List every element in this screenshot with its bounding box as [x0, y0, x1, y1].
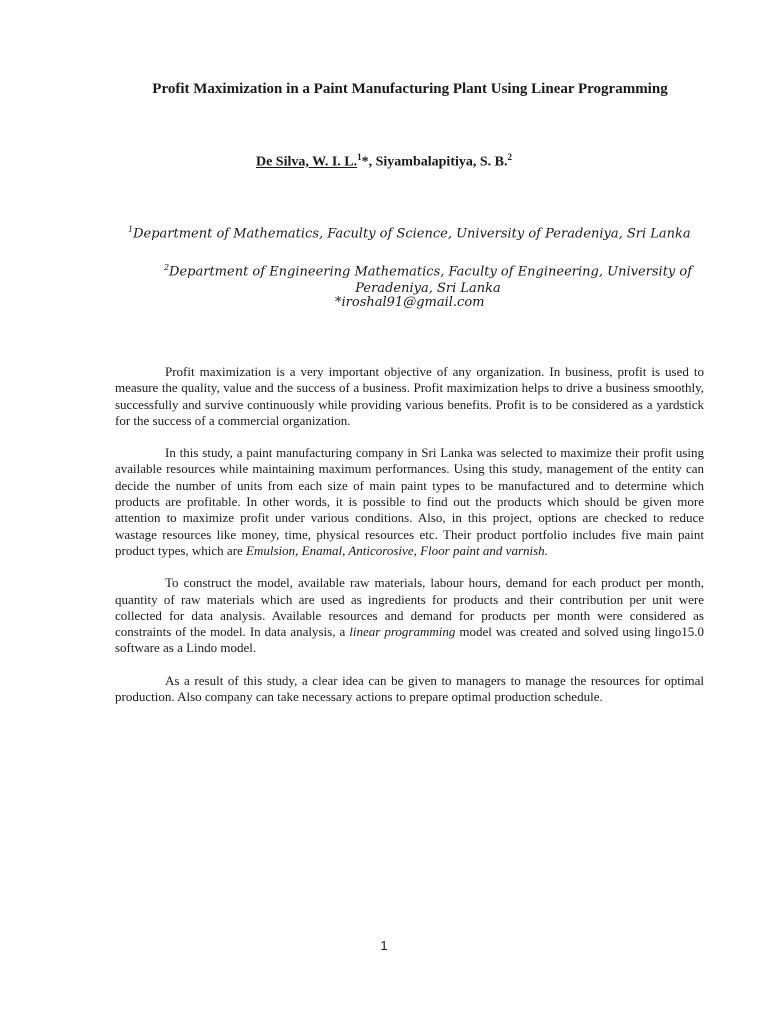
paragraph-3-text: To construct the model, available raw materials, labour hours, demand for each product per month, quantity of raw materials which are used as ingredients for products and their contribution per unit were collected for data analysis. Available resources and demand for products per month were considered as constraints of the model. In data analysis, a — [115, 575, 704, 640]
author-1-name: De Silva, W. I. L. — [255, 154, 358, 170]
author-2-name: Siyambalapitiya, S. B. — [375, 154, 508, 170]
page-number: 1 — [380, 938, 388, 953]
paragraph-3 — [115, 575, 704, 656]
author-1-affiliation-mark: 1 — [357, 152, 362, 162]
affiliation-1-mark: 1 — [128, 225, 134, 234]
paper-title: Profit Maximization in a Paint Manufacturing Plant Using Linear Programming — [152, 81, 668, 97]
affiliation-1 — [128, 225, 728, 241]
paragraph-4: As a result of this study, a clear idea can be given to managers to manage the resources for optimal production. Also company can take necessary actions to prepare optimal production schedule. — [115, 672, 704, 705]
abstract-body — [115, 364, 704, 721]
contact-email: *iroshal91@gmail.com — [335, 295, 485, 310]
paragraph-2 — [115, 445, 704, 559]
author-separator: , — [368, 154, 376, 170]
linear-programming-term: linear programming — [349, 624, 456, 640]
author-line — [0, 152, 768, 171]
affiliation-2 — [148, 259, 708, 297]
product-types: Emulsion, Enamal, Anticorosive, Floor paint and varnish. — [246, 542, 548, 558]
paragraph-1: Profit maximization is a very important objective of any organization. In business, profit is used to measure the quality, value and the success of a business. Profit maximization helps to drive a business smoothly, successfully and survive continuously while providing various benefits. Profit is to be considered as a yardstick for the success of a commercial organization. — [115, 364, 704, 428]
paragraph-2-text: In this study, a paint manufacturing company in Sri Lanka was selected to maximize their profit using available resources while maintaining maximum performances. Using this study, management of the entity can decide the number of units from each size of main paint types to be manufactured and to determine which products are profitable. In other words, it is possible to find out the products which should be given more attention to maximize profit under various conditions. Also, in this project, options are checked to reduce wastage resources like money, time, physical resources etc. Their product portfolio includes five main paint product types, which are — [115, 445, 704, 558]
paragraph-3-end: model was created and solved using lingo15.0 software as a Lindo model. — [115, 624, 704, 656]
author-2-affiliation-mark: 2 — [507, 152, 512, 162]
affiliation-2-text: Department of Engineering Mathematics, Faculty of Engineering, University of Peradeniya, Sri Lanka — [169, 264, 693, 297]
affiliation-2-mark: 2 — [163, 263, 170, 272]
corresponding-author-mark: * — [361, 154, 369, 170]
affiliation-1-text: Department of Mathematics, Faculty of Science, University of Peradeniya, Sri Lanka — [133, 226, 691, 242]
